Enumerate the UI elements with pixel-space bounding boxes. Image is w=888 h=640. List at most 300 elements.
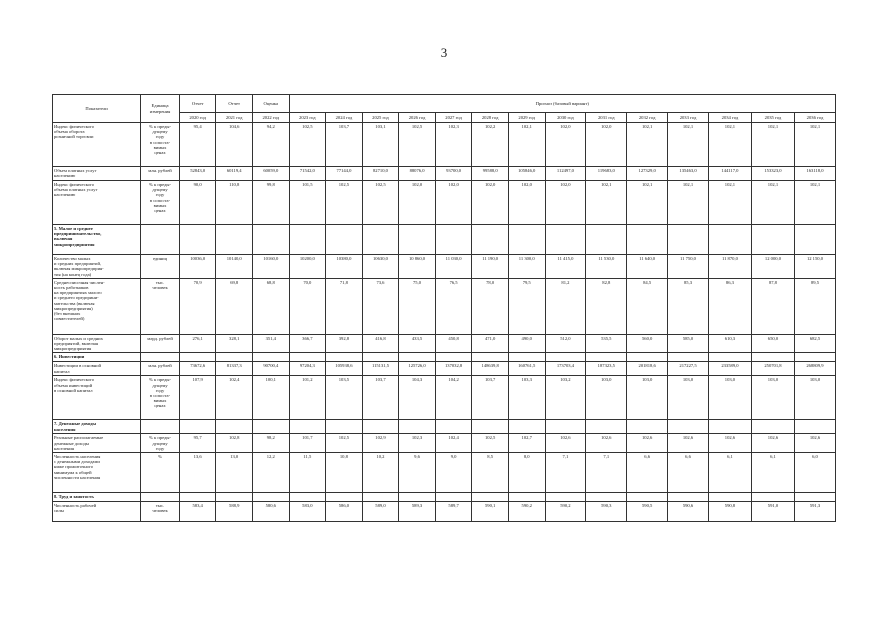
value-cell: 11 640,0 [627,255,668,279]
indicator-label: Среднесписочная числен- ность работников на предприятиях малого и среднего предприни- мательства (включая микропредприятия) (без внешних совместителей) [53,278,141,334]
empty-cell [708,493,751,502]
empty-cell [216,493,253,502]
value-cell: 10160,0 [253,255,290,279]
value-cell: 11 530,0 [586,255,627,279]
value-cell: 102,1 [794,181,835,225]
value-cell: 102,2 [472,123,509,167]
value-cell: 13,0 [216,453,253,493]
empty-cell [289,420,326,434]
header-year: 2026 год [399,113,436,123]
empty-cell [179,353,216,362]
indicator-label: Индекс физического объема оборота розничной торговли [53,123,141,167]
value-cell: 97204,3 [289,362,326,376]
empty-cell [253,493,290,502]
empty-cell [668,225,709,255]
empty-cell [399,225,436,255]
value-cell: 6,1 [751,453,794,493]
value-cell: 590,8 [708,502,751,522]
empty-cell [545,225,586,255]
value-cell: 90,0 [179,181,216,225]
table-row [53,334,836,353]
value-cell: 7,1 [545,453,586,493]
value-cell: 102,1 [708,181,751,225]
value-cell: 590,2 [508,502,545,522]
header-row-1 [53,95,836,113]
empty-cell [362,420,399,434]
empty-cell [545,493,586,502]
empty-cell [289,225,326,255]
header-year: 2031 год [586,113,627,123]
indicator-label: Реальные располагаемые денежные доходы населения [53,434,141,453]
value-cell: 102,7 [508,434,545,453]
value-cell: 86,3 [708,278,751,334]
empty-cell [362,225,399,255]
value-cell: 101,5 [289,181,326,225]
value-cell: 11 300,0 [508,255,545,279]
empty-cell [586,420,627,434]
header-year: 2024 год [326,113,363,123]
header-report-2021: Отчет [216,95,253,113]
empty-cell [586,493,627,502]
header-year: 2028 год [472,113,509,123]
value-cell: 102,5 [289,123,326,167]
value-cell: 99,8 [253,181,290,225]
value-cell: 103,7 [362,376,399,420]
value-cell: 99588,0 [472,167,509,181]
table-row [53,502,836,522]
value-cell: 87,8 [751,278,794,334]
value-cell: 102,1 [627,123,668,167]
indicator-label: Численность населения с денежными доходами ниже прожиточного минимума к общей численности населения [53,453,141,493]
header-year: 2025 год [362,113,399,123]
value-cell: 102,0 [508,181,545,225]
value-cell: 73,6 [362,278,399,334]
value-cell: 115131,5 [362,362,399,376]
value-cell: 102,1 [794,123,835,167]
value-cell: 450,8 [435,334,472,353]
empty-cell [326,353,363,362]
value-cell: 127329,0 [627,167,668,181]
value-cell: 590,1 [472,502,509,522]
empty-cell [794,420,835,434]
value-cell: 52843,0 [179,167,216,181]
value-cell: 93700,0 [435,167,472,181]
empty-cell [751,353,794,362]
unit-cell: млн. рублей [141,167,180,181]
value-cell: 82,8 [586,278,627,334]
value-cell: 13,6 [179,453,216,493]
empty-cell [627,493,668,502]
empty-cell [508,420,545,434]
value-cell: 416,8 [362,334,399,353]
empty-cell [435,493,472,502]
empty-cell [179,225,216,255]
value-cell: 433,5 [399,334,436,353]
value-cell: 163118,0 [794,167,835,181]
value-cell: 102,6 [751,434,794,453]
value-cell: 268809,9 [794,362,835,376]
value-cell: 589,0 [362,502,399,522]
value-cell: 60059,0 [253,167,290,181]
value-cell: 610,3 [708,334,751,353]
value-cell: 591,3 [794,502,835,522]
header-year: 2023 год [289,113,326,123]
empty-cell [326,420,363,434]
indicator-label: Оборот малых и средних предприятий, включая микропредприятия [53,334,141,353]
value-cell: 85,3 [668,278,709,334]
value-cell: 11,5 [289,453,326,493]
empty-cell [289,353,326,362]
header-year: 2029 год [508,113,545,123]
value-cell: 70,9 [179,278,216,334]
value-cell: 590,2 [545,502,586,522]
empty-cell [435,225,472,255]
value-cell: 102,0 [545,181,586,225]
header-year: 2021 год [216,113,253,123]
value-cell: 591,0 [751,502,794,522]
value-cell: 60119,4 [216,167,253,181]
empty-cell [253,353,290,362]
table-row [53,434,836,453]
value-cell: 90700,4 [253,362,290,376]
empty-cell [668,353,709,362]
value-cell: 328,1 [216,334,253,353]
table-row [53,278,836,334]
value-cell: 392,8 [326,334,363,353]
value-cell: 8,5 [472,453,509,493]
value-cell: 137032,8 [435,362,472,376]
value-cell: 95,4 [179,123,216,167]
value-cell: 81337,3 [216,362,253,376]
indicator-label: Инвестиции в основной капитал [53,362,141,376]
value-cell: 69,8 [216,278,253,334]
value-cell: 102,1 [751,123,794,167]
value-cell: 103,5 [326,376,363,420]
value-cell: 81,2 [545,278,586,334]
value-cell: 201818,6 [627,362,668,376]
header-year: 2020 год [179,113,216,123]
empty-cell [708,353,751,362]
header-forecast: Прогноз (базовый вариант) [289,95,835,113]
value-cell: 102,1 [586,181,627,225]
empty-cell [472,493,509,502]
empty-cell [794,353,835,362]
value-cell: 103,0 [751,376,794,420]
value-cell: 102,4 [435,434,472,453]
value-cell: 102,1 [751,181,794,225]
header-year: 2030 год [545,113,586,123]
value-cell: 89,5 [794,278,835,334]
value-cell: 583,0 [289,502,326,522]
value-cell: 12 150,0 [794,255,835,279]
unit-cell: млн. рублей [141,362,180,376]
empty-cell [545,420,586,434]
value-cell: 103,0 [708,376,751,420]
value-cell: 104,3 [399,376,436,420]
value-cell: 9,6 [399,453,436,493]
empty-cell [289,493,326,502]
section-row [53,420,836,434]
value-cell: 88076,0 [399,167,436,181]
value-cell: 103,0 [627,376,668,420]
value-cell: 135463,0 [668,167,709,181]
table-row [53,376,836,420]
value-cell: 583,4 [179,502,216,522]
value-cell: 103,0 [586,376,627,420]
empty-cell [216,420,253,434]
value-cell: 173703,4 [545,362,586,376]
header-year: 2035 год [751,113,794,123]
value-cell: 125726,0 [399,362,436,376]
value-cell: 10 860,0 [399,255,436,279]
value-cell: 103,0 [668,376,709,420]
value-cell: 10036,0 [179,255,216,279]
value-cell: 98,2 [253,434,290,453]
section-title: 8. Труд и занятость [53,493,141,502]
value-cell: 276,1 [179,334,216,353]
empty-cell [751,493,794,502]
value-cell: 6,6 [627,453,668,493]
table-row [53,362,836,376]
value-cell: 560,0 [627,334,668,353]
value-cell: 512,0 [545,334,586,353]
value-cell: 102,5 [326,181,363,225]
value-cell: 11 750,0 [668,255,709,279]
unit-cell: % [141,453,180,493]
value-cell: 585,0 [668,334,709,353]
empty-cell [435,353,472,362]
value-cell: 77144,0 [326,167,363,181]
header-year: 2027 год [435,113,472,123]
value-cell: 250701,8 [751,362,794,376]
header-year: 2036 год [794,113,835,123]
header-report-2020: Отчет [179,95,216,113]
empty-cell [508,353,545,362]
empty-cell [627,225,668,255]
value-cell: 103,7 [472,376,509,420]
empty-cell [472,225,509,255]
value-cell: 102,9 [362,434,399,453]
value-cell: 95,7 [179,434,216,453]
indicator-label: Индекс физического объема платных услуг населению [53,181,141,225]
empty-cell [141,420,180,434]
value-cell: 102,0 [472,181,509,225]
value-cell: 10140,0 [216,255,253,279]
indicator-label: Индекс физического объема инвестиций в основной капитал [53,376,141,420]
empty-cell [179,493,216,502]
empty-cell [545,353,586,362]
value-cell: 160761,5 [508,362,545,376]
value-cell: 589,3 [399,502,436,522]
section-row [53,353,836,362]
header-year: 2034 год [708,113,751,123]
value-cell: 6,1 [708,453,751,493]
empty-cell [399,420,436,434]
value-cell: 7,1 [586,453,627,493]
value-cell: 11 415,0 [545,255,586,279]
value-cell: 6,0 [794,453,835,493]
value-cell: 110,8 [216,181,253,225]
unit-cell: тыс. человек [141,502,180,522]
value-cell: 580,6 [253,502,290,522]
value-cell: 102,0 [435,181,472,225]
value-cell: 682,5 [794,334,835,353]
empty-cell [179,420,216,434]
empty-cell [508,493,545,502]
value-cell: 102,5 [326,434,363,453]
value-cell: 588,9 [216,502,253,522]
value-cell: 102,3 [399,434,436,453]
value-cell: 101,2 [289,376,326,420]
empty-cell [435,420,472,434]
value-cell: 103,1 [362,123,399,167]
header-year: 2022 год [253,113,290,123]
value-cell: 73672,6 [179,362,216,376]
value-cell: 144117,0 [708,167,751,181]
value-cell: 10630,0 [362,255,399,279]
section-title: 5. Малое и среднее предпринимательство, включая микропредприятия [53,225,141,255]
value-cell: 9,0 [435,453,472,493]
value-cell: 105846,0 [508,167,545,181]
empty-cell [586,225,627,255]
value-cell: 102,1 [508,123,545,167]
value-cell: 6,6 [668,453,709,493]
value-cell: 104,2 [435,376,472,420]
value-cell: 12 000,0 [751,255,794,279]
value-cell: 10,2 [362,453,399,493]
value-cell: 366,7 [289,334,326,353]
value-cell: 589,7 [435,502,472,522]
empty-cell [362,493,399,502]
value-cell: 103,2 [545,376,586,420]
value-cell: 490,0 [508,334,545,353]
value-cell: 102,3 [435,123,472,167]
value-cell: 102,5 [472,434,509,453]
value-cell: 102,1 [708,123,751,167]
value-cell: 102,6 [668,434,709,453]
header-year: 2033 год [668,113,709,123]
value-cell: 102,6 [586,434,627,453]
indicator-label: Численность рабочей силы [53,502,141,522]
empty-cell [627,420,668,434]
empty-cell [141,493,180,502]
value-cell: 102,6 [627,434,668,453]
empty-cell [326,493,363,502]
indicator-label: Объем платных услуг населению [53,167,141,181]
empty-cell [326,225,363,255]
value-cell: 535,5 [586,334,627,353]
table-row [53,123,836,167]
empty-cell [708,225,751,255]
value-cell: 8,0 [508,453,545,493]
value-cell: 82710,0 [362,167,399,181]
value-cell: 101,7 [289,434,326,453]
value-cell: 104,6 [216,123,253,167]
value-cell: 10200,0 [289,255,326,279]
value-cell: 11 870,0 [708,255,751,279]
unit-cell: % к преды- дущему году в сопоста- вимых ценах [141,376,180,420]
value-cell: 79,5 [508,278,545,334]
unit-cell: млрд. рублей [141,334,180,353]
empty-cell [627,353,668,362]
value-cell: 102,5 [362,181,399,225]
value-cell: 103,7 [326,123,363,167]
value-cell: 102,0 [545,123,586,167]
value-cell: 187323,5 [586,362,627,376]
forecast-table [52,94,836,522]
unit-cell: единиц [141,255,180,279]
value-cell: 68,8 [253,278,290,334]
empty-cell [399,493,436,502]
section-row [53,493,836,502]
value-cell: 650,0 [751,334,794,353]
value-cell: 11 190,0 [472,255,509,279]
value-cell: 471,0 [472,334,509,353]
table-body [53,123,836,522]
empty-cell [253,420,290,434]
value-cell: 78,0 [472,278,509,334]
empty-cell [253,225,290,255]
header-year: 2032 год [627,113,668,123]
empty-cell [668,420,709,434]
empty-cell [141,353,180,362]
value-cell: 119683,0 [586,167,627,181]
value-cell: 11 030,0 [435,255,472,279]
table-row [53,453,836,493]
unit-cell: % к преды- дущему году в сопоста- вимых ценах [141,181,180,225]
empty-cell [794,493,835,502]
value-cell: 71,8 [326,278,363,334]
empty-cell [472,353,509,362]
value-cell: 102,0 [399,181,436,225]
page-number: 3 [440,45,448,60]
empty-cell [586,353,627,362]
value-cell: 102,6 [794,434,835,453]
value-cell: 70,0 [289,278,326,334]
value-cell: 10,8 [326,453,363,493]
unit-cell: тыс. человек [141,278,180,334]
empty-cell [216,225,253,255]
value-cell: 75,0 [399,278,436,334]
value-cell: 102,1 [627,181,668,225]
value-cell: 103,0 [794,376,835,420]
section-title: 7. Денежные доходы населения [53,420,141,434]
header-unit: Единица измерения [141,95,180,123]
value-cell: 217227,5 [668,362,709,376]
value-cell: 153323,0 [751,167,794,181]
value-cell: 10380,0 [326,255,363,279]
table-row [53,255,836,279]
value-cell: 12,2 [253,453,290,493]
unit-cell: % к преды- дущему году [141,434,180,453]
value-cell: 148639,8 [472,362,509,376]
unit-cell: % к преды- дущему году в сопоста- вимых ценах [141,123,180,167]
value-cell: 102,1 [668,123,709,167]
value-cell: 71542,0 [289,167,326,181]
value-cell: 103,3 [508,376,545,420]
value-cell: 351,4 [253,334,290,353]
empty-cell [708,420,751,434]
value-cell: 107,9 [179,376,216,420]
value-cell: 76,5 [435,278,472,334]
value-cell: 590,3 [586,502,627,522]
empty-cell [508,225,545,255]
value-cell: 102,5 [399,123,436,167]
value-cell: 102,8 [216,434,253,453]
value-cell: 112497,0 [545,167,586,181]
empty-cell [472,420,509,434]
value-cell: 94,2 [253,123,290,167]
